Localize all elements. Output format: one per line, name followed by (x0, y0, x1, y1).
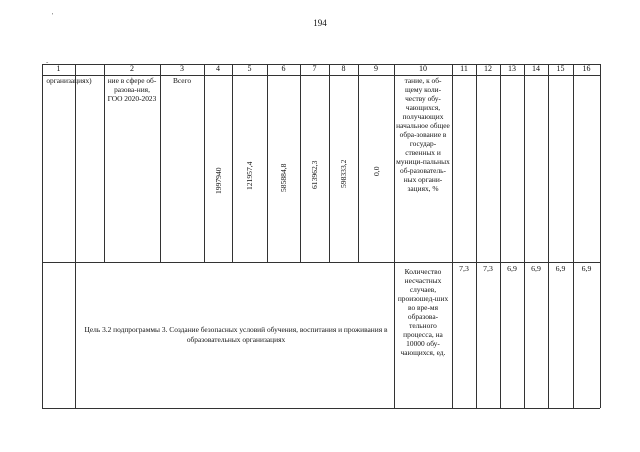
row-separator (42, 262, 600, 263)
col-border (573, 64, 574, 408)
row1-col7-value: 613962,3 (310, 160, 319, 189)
col-border (394, 64, 395, 408)
col-border (548, 64, 549, 408)
col-border (329, 64, 330, 262)
row1-col2: ние в сфере об-разова-ния, ГОО 2020-2023 (107, 76, 157, 103)
column-header: 2 (130, 64, 134, 73)
column-header: 8 (341, 64, 346, 73)
scan-mark: - (46, 58, 49, 66)
column-header: 15 (556, 64, 565, 73)
column-header: 10 (419, 64, 427, 73)
row2-col15-value: 6,9 (555, 264, 566, 273)
column-header: 11 (460, 64, 468, 73)
row2-col14-value: 6,9 (531, 264, 541, 273)
row1-col6-value: 585884,8 (279, 163, 288, 192)
col-border (267, 64, 268, 262)
column-header: 9 (374, 64, 378, 73)
table-bottom-border (42, 408, 600, 409)
col-border (75, 64, 76, 408)
row2-col13-value: 6,9 (507, 264, 517, 273)
row1-col9-value: 0,0 (372, 166, 381, 176)
row1-col8-value: 598333,2 (339, 159, 348, 188)
col-border (232, 64, 233, 262)
row2-col11-value: 7,3 (459, 264, 469, 273)
col-border (42, 64, 43, 408)
col-border (358, 64, 359, 262)
column-header: 13 (508, 64, 516, 73)
column-header: 12 (484, 64, 492, 73)
column-header: 16 (582, 64, 591, 73)
col-border (204, 64, 205, 262)
col-border (160, 64, 161, 262)
column-header: 6 (281, 64, 286, 73)
column-header: 1 (56, 64, 61, 73)
column-header: 5 (247, 64, 252, 73)
goal-text: Цель 3.2 подпрограммы 3. Создание безопасных условий обучения, воспитания и проживания в образовательных организациях (84, 325, 388, 344)
col-border (300, 64, 301, 262)
col-border (476, 64, 477, 408)
row2-col12-value: 7,3 (483, 264, 493, 273)
column-header: 4 (216, 64, 220, 73)
col-border (104, 64, 105, 262)
row1-col10: тание, к об-щему коли-честву обу-чающихся, получающих начальное общее обра-зование в государ-ственных и муници-пальных об-разователь-ных органи-зациях, % (396, 76, 450, 193)
col-border (500, 64, 501, 408)
row2-col16-value: 6,9 (581, 264, 592, 273)
col-border (600, 64, 601, 408)
row2-col10: Количество несчастных случаев, произошед-ших во вре-мя образова-тельного процесса, на 10000 обу-чающихся, ед. (397, 267, 449, 357)
row1-col1: организациях) (46, 76, 92, 85)
col-border (452, 64, 453, 408)
scan-mark: ' (52, 12, 54, 20)
column-header: 7 (312, 64, 317, 73)
row1-col3: Всего (172, 76, 192, 85)
page-number: 194 (313, 18, 327, 28)
column-header: 14 (532, 64, 540, 73)
col-border (524, 64, 525, 408)
row1-col5-value: 121957,4 (245, 161, 254, 190)
row1-col4-value: 1997940 (214, 167, 223, 194)
column-header: 3 (180, 64, 184, 73)
